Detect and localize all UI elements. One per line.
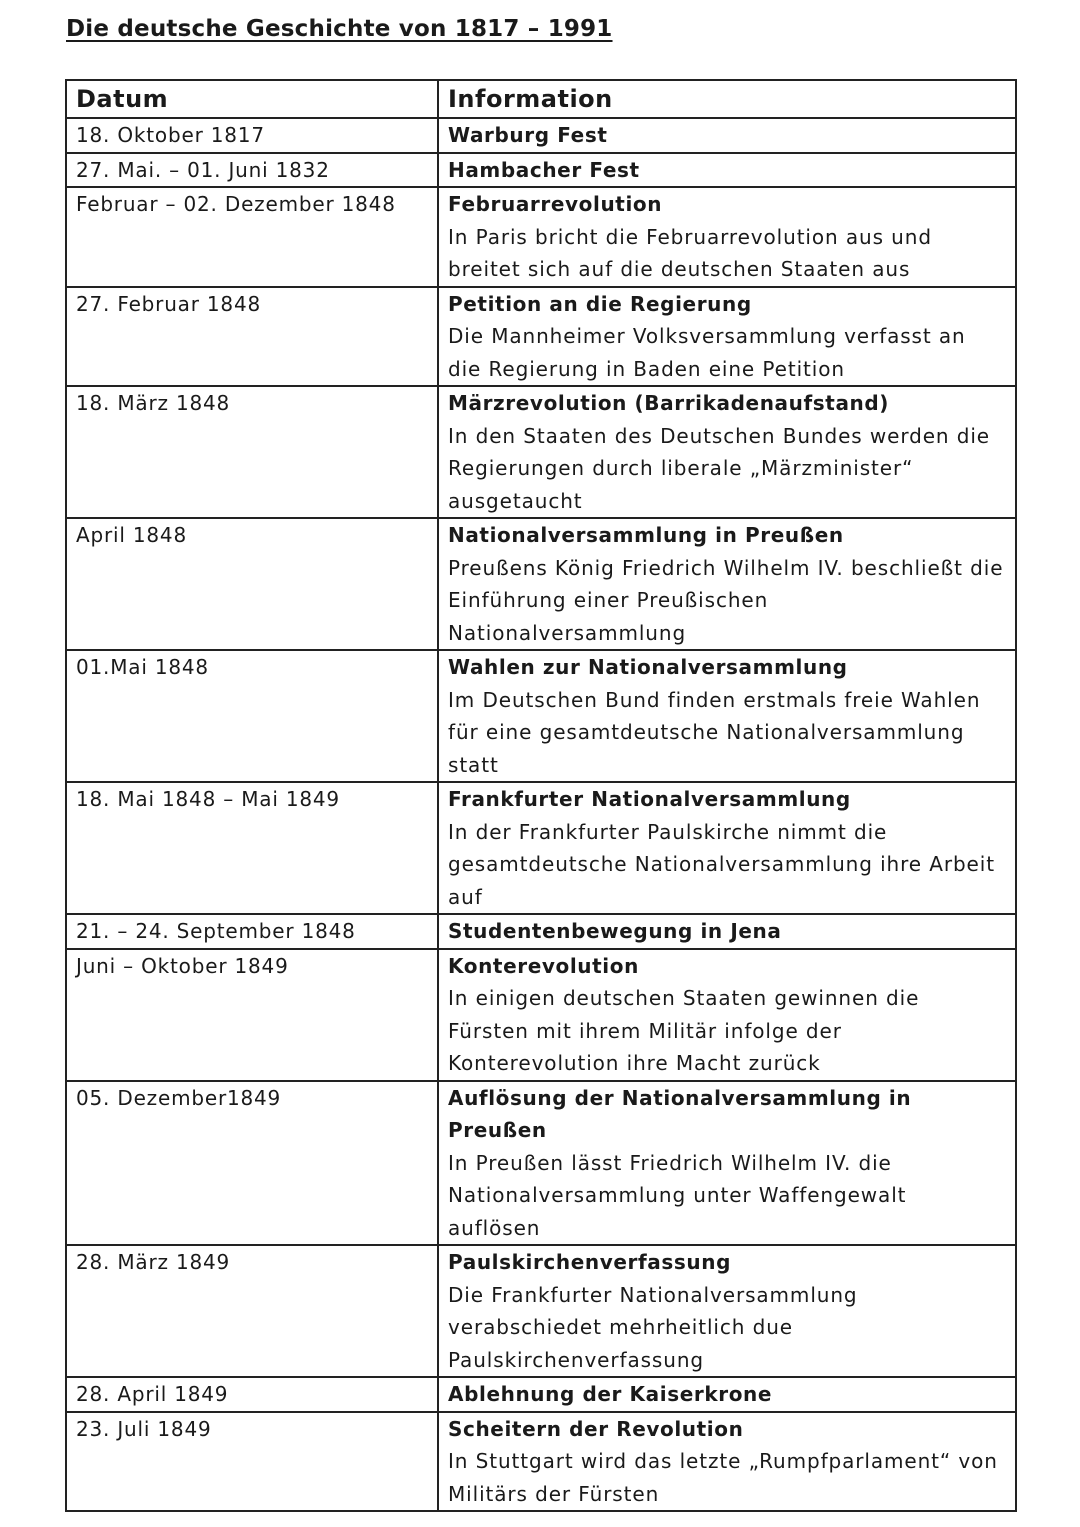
event-title: Studentenbewegung in Jena xyxy=(448,919,782,943)
table-row xyxy=(66,187,1016,287)
row-date: 27. Mai. – 01. Juni 1832 xyxy=(66,153,438,188)
page-title: Die deutsche Geschichte von 1817 – 1991 xyxy=(66,16,613,42)
row-information xyxy=(438,949,1016,1081)
event-description: Im Deutschen Bund finden erstmals freie Wahlen für eine gesamtdeutsche Nationalversammlung statt xyxy=(448,687,981,777)
event-description: In der Frankfurter Paulskirche nimmt die gesamtdeutsche Nationalversammlung ihre Arbeit auf xyxy=(448,819,995,909)
event-title: Wahlen zur Nationalversammlung xyxy=(448,655,848,679)
table-row xyxy=(66,118,1016,153)
event-description: Preußens König Friedrich Wilhelm IV. beschließt die Einführung einer Preußischen Nationalversammlung xyxy=(448,555,1004,645)
event-title: Nationalversammlung in Preußen xyxy=(448,523,844,547)
table-body xyxy=(66,118,1016,1511)
row-date: 27. Februar 1848 xyxy=(66,287,438,387)
event-title: Warburg Fest xyxy=(448,123,608,147)
row-date: 01.Mai 1848 xyxy=(66,650,438,782)
table-row xyxy=(66,386,1016,518)
table-row xyxy=(66,1081,1016,1246)
row-date: Juni – Oktober 1849 xyxy=(66,949,438,1081)
table-row xyxy=(66,914,1016,949)
event-title: Frankfurter Nationalversammlung xyxy=(448,787,851,811)
timeline-table xyxy=(65,79,1017,1512)
table-row xyxy=(66,949,1016,1081)
header-date: Datum xyxy=(66,80,438,118)
event-title: Hambacher Fest xyxy=(448,157,640,182)
event-description: In den Staaten des Deutschen Bundes werden die Regierungen durch liberale „Märzminister“ ausgetaucht xyxy=(448,423,990,513)
row-information xyxy=(438,782,1016,914)
row-information xyxy=(438,1081,1016,1246)
event-description: In Paris bricht die Februarrevolution aus und breitet sich auf die deutschen Staaten aus xyxy=(448,224,932,281)
row-information xyxy=(438,187,1016,287)
event-title: Februarrevolution xyxy=(448,192,663,216)
row-date: 18. Oktober 1817 xyxy=(66,118,438,153)
row-date: 21. – 24. September 1848 xyxy=(66,914,438,949)
row-information xyxy=(438,1412,1016,1512)
event-title: Auflösung der Nationalversammlung in Preußen xyxy=(448,1085,912,1142)
table-row xyxy=(66,1412,1016,1512)
row-information xyxy=(438,518,1016,650)
row-date: 23. Juli 1849 xyxy=(66,1412,438,1512)
table-row xyxy=(66,782,1016,914)
row-information xyxy=(438,287,1016,387)
event-title: Ablehnung der Kaiserkrone xyxy=(448,1382,773,1406)
event-title: Scheitern der Revolution xyxy=(448,1416,744,1441)
table-row xyxy=(66,287,1016,387)
row-information xyxy=(438,1245,1016,1377)
event-description: Die Frankfurter Nationalversammlung verabschiedet mehrheitlich due Paulskirchenverfassung xyxy=(448,1282,858,1372)
row-date: 28. April 1849 xyxy=(66,1377,438,1412)
event-title: Konterevolution xyxy=(448,953,639,978)
event-title: Paulskirchenverfassung xyxy=(448,1250,731,1274)
row-information xyxy=(438,153,1016,188)
row-information xyxy=(438,386,1016,518)
table-row xyxy=(66,650,1016,782)
row-date: April 1848 xyxy=(66,518,438,650)
row-date: 18. März 1848 xyxy=(66,386,438,518)
row-date: Februar – 02. Dezember 1848 xyxy=(66,187,438,287)
row-information xyxy=(438,1377,1016,1412)
table-row xyxy=(66,1377,1016,1412)
table-row xyxy=(66,1245,1016,1377)
row-date: 05. Dezember1849 xyxy=(66,1081,438,1246)
event-title: Märzrevolution (Barrikadenaufstand) xyxy=(448,391,890,415)
row-information xyxy=(438,118,1016,153)
table-row xyxy=(66,153,1016,188)
row-information xyxy=(438,650,1016,782)
event-description: Die Mannheimer Volksversammlung verfasst an die Regierung in Baden eine Petition xyxy=(448,324,966,381)
table-row xyxy=(66,518,1016,650)
event-title: Petition an die Regierung xyxy=(448,291,752,316)
row-date: 28. März 1849 xyxy=(66,1245,438,1377)
row-information xyxy=(438,914,1016,949)
row-date: 18. Mai 1848 – Mai 1849 xyxy=(66,782,438,914)
event-description: In Stuttgart wird das letzte „Rumpfparlament“ von Militärs der Fürsten xyxy=(448,1449,998,1506)
event-description: In Preußen lässt Friedrich Wilhelm IV. die Nationalversammlung unter Waffengewalt auflösen xyxy=(448,1150,907,1240)
event-description: In einigen deutschen Staaten gewinnen die Fürsten mit ihrem Militär infolge der Konterevolution ihre Macht zurück xyxy=(448,986,920,1075)
table-header-row xyxy=(66,80,1016,118)
header-information: Information xyxy=(438,80,1016,118)
